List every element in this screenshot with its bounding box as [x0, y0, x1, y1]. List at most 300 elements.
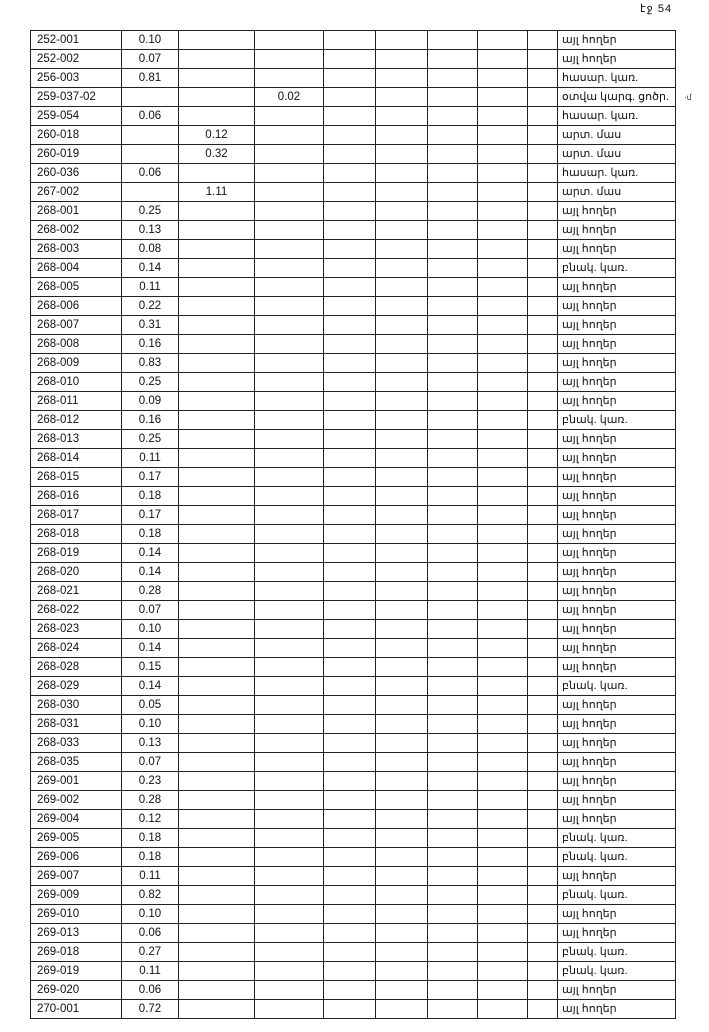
- empty-cell: [478, 943, 528, 962]
- area-col1-cell: 0.07: [122, 601, 179, 620]
- area-col3-cell: [255, 563, 324, 582]
- empty-cell: [324, 430, 376, 449]
- area-col2-cell: [179, 487, 255, 506]
- land-use-cell: այլ հողեր: [558, 525, 676, 544]
- area-col1-cell: 0.25: [122, 430, 179, 449]
- empty-cell: [324, 335, 376, 354]
- empty-cell: [428, 126, 478, 145]
- area-col1-cell: 0.18: [122, 487, 179, 506]
- table-row: [31, 164, 676, 183]
- land-use-cell: այլ հողեր: [558, 487, 676, 506]
- empty-cell: [324, 753, 376, 772]
- area-col3-cell: [255, 924, 324, 943]
- table-row: [31, 126, 676, 145]
- area-col1-cell: 0.81: [122, 69, 179, 88]
- empty-cell: [428, 88, 478, 107]
- area-col3-cell: [255, 829, 324, 848]
- empty-cell: [376, 658, 428, 677]
- empty-cell: [528, 506, 558, 525]
- area-col1-cell: 0.18: [122, 848, 179, 867]
- empty-cell: [324, 487, 376, 506]
- empty-cell: [478, 88, 528, 107]
- area-col1-cell: 0.17: [122, 506, 179, 525]
- empty-cell: [324, 506, 376, 525]
- empty-cell: [428, 1000, 478, 1019]
- empty-cell: [428, 240, 478, 259]
- empty-cell: [324, 126, 376, 145]
- table-row: [31, 981, 676, 1000]
- parcel-id-cell: 268-017: [31, 506, 122, 525]
- area-col3-cell: [255, 468, 324, 487]
- empty-cell: [528, 449, 558, 468]
- empty-cell: [528, 487, 558, 506]
- empty-cell: [528, 772, 558, 791]
- area-col2-cell: [179, 791, 255, 810]
- empty-cell: [376, 487, 428, 506]
- empty-cell: [478, 867, 528, 886]
- land-use-cell: բնակ. կառ.: [558, 829, 676, 848]
- land-use-cell: այլ հողեր: [558, 278, 676, 297]
- land-use-cell: բնակ. կառ.: [558, 848, 676, 867]
- area-col2-cell: [179, 677, 255, 696]
- empty-cell: [376, 848, 428, 867]
- table-row: [31, 259, 676, 278]
- empty-cell: [324, 981, 376, 1000]
- empty-cell: [528, 468, 558, 487]
- empty-cell: [376, 240, 428, 259]
- empty-cell: [428, 373, 478, 392]
- empty-cell: [478, 506, 528, 525]
- empty-cell: [376, 392, 428, 411]
- empty-cell: [376, 126, 428, 145]
- area-col2-cell: [179, 392, 255, 411]
- area-col1-cell: 0.25: [122, 202, 179, 221]
- area-col1-cell: 0.17: [122, 468, 179, 487]
- table-row: [31, 506, 676, 525]
- area-col2-cell: [179, 829, 255, 848]
- area-col1-cell: 0.22: [122, 297, 179, 316]
- area-col3-cell: [255, 107, 324, 126]
- area-col2-cell: [179, 69, 255, 88]
- empty-cell: [376, 601, 428, 620]
- land-use-cell: այլ հողեր: [558, 867, 676, 886]
- empty-cell: [324, 791, 376, 810]
- empty-cell: [528, 126, 558, 145]
- area-col3-cell: [255, 487, 324, 506]
- empty-cell: [478, 107, 528, 126]
- area-col2-cell: [179, 297, 255, 316]
- table-row: [31, 297, 676, 316]
- empty-cell: [324, 69, 376, 88]
- area-col3-cell: [255, 240, 324, 259]
- table-row: [31, 620, 676, 639]
- land-use-cell: այլ հողեր: [558, 772, 676, 791]
- parcel-id-cell: 268-008: [31, 335, 122, 354]
- area-col3-cell: [255, 544, 324, 563]
- empty-cell: [376, 582, 428, 601]
- parcel-id-cell: 269-007: [31, 867, 122, 886]
- empty-cell: [528, 715, 558, 734]
- land-use-cell: այլ հողեր: [558, 791, 676, 810]
- table-row: [31, 544, 676, 563]
- empty-cell: [478, 31, 528, 50]
- parcel-id-cell: 252-001: [31, 31, 122, 50]
- parcel-id-cell: 268-018: [31, 525, 122, 544]
- table-row: [31, 240, 676, 259]
- empty-cell: [324, 525, 376, 544]
- area-col1-cell: 0.07: [122, 753, 179, 772]
- area-col3-cell: [255, 392, 324, 411]
- area-col1-cell: 0.10: [122, 715, 179, 734]
- empty-cell: [528, 601, 558, 620]
- land-use-cell: այլ հողեր: [558, 202, 676, 221]
- empty-cell: [478, 487, 528, 506]
- land-use-cell: հասար. կառ.: [558, 164, 676, 183]
- area-col3-cell: [255, 50, 324, 69]
- parcel-id-cell: 268-004: [31, 259, 122, 278]
- empty-cell: [528, 354, 558, 373]
- land-use-cell: այլ հողեր: [558, 1000, 676, 1019]
- area-col1-cell: 0.11: [122, 867, 179, 886]
- area-col3-cell: [255, 202, 324, 221]
- empty-cell: [428, 544, 478, 563]
- empty-cell: [376, 715, 428, 734]
- empty-cell: [324, 867, 376, 886]
- land-use-cell: այլ հողեր: [558, 601, 676, 620]
- land-use-cell: այլ հողեր: [558, 753, 676, 772]
- parcel-id-cell: 268-007: [31, 316, 122, 335]
- parcel-id-cell: 269-018: [31, 943, 122, 962]
- empty-cell: [528, 278, 558, 297]
- land-use-cell: այլ հողեր: [558, 563, 676, 582]
- table-row: [31, 943, 676, 962]
- empty-cell: [478, 430, 528, 449]
- area-col1-cell: 0.14: [122, 544, 179, 563]
- area-col3-cell: [255, 297, 324, 316]
- empty-cell: [376, 411, 428, 430]
- land-use-cell: այլ հողեր: [558, 297, 676, 316]
- area-col3-cell: [255, 31, 324, 50]
- area-col1-cell: 0.13: [122, 734, 179, 753]
- empty-cell: [478, 582, 528, 601]
- empty-cell: [428, 430, 478, 449]
- area-col3-cell: [255, 449, 324, 468]
- empty-cell: [528, 677, 558, 696]
- area-col2-cell: [179, 563, 255, 582]
- empty-cell: [478, 981, 528, 1000]
- empty-cell: [324, 183, 376, 202]
- area-col2-cell: [179, 848, 255, 867]
- area-col1-cell: [122, 145, 179, 164]
- empty-cell: [428, 620, 478, 639]
- empty-cell: [324, 810, 376, 829]
- empty-cell: [324, 829, 376, 848]
- table-row: [31, 924, 676, 943]
- land-use-cell: օտվա կարգ. ցոծր.: [558, 88, 676, 107]
- empty-cell: [528, 544, 558, 563]
- area-col3-cell: [255, 886, 324, 905]
- land-use-cell: այլ հողեր: [558, 373, 676, 392]
- empty-cell: [528, 696, 558, 715]
- area-col3-cell: [255, 734, 324, 753]
- area-col3-cell: [255, 772, 324, 791]
- empty-cell: [528, 753, 558, 772]
- empty-cell: [428, 202, 478, 221]
- area-col3-cell: [255, 677, 324, 696]
- area-col2-cell: [179, 221, 255, 240]
- land-use-cell: այլ հողեր: [558, 316, 676, 335]
- empty-cell: [324, 202, 376, 221]
- table-row: [31, 753, 676, 772]
- area-col1-cell: 0.10: [122, 620, 179, 639]
- empty-cell: [428, 31, 478, 50]
- empty-cell: [376, 867, 428, 886]
- empty-cell: [478, 126, 528, 145]
- empty-cell: [324, 392, 376, 411]
- empty-cell: [376, 943, 428, 962]
- area-col3-cell: 0.02: [255, 88, 324, 107]
- land-use-cell: այլ հողեր: [558, 430, 676, 449]
- empty-cell: [478, 468, 528, 487]
- area-col3-cell: [255, 316, 324, 335]
- empty-cell: [324, 677, 376, 696]
- land-use-cell: այլ հողեր: [558, 449, 676, 468]
- empty-cell: [528, 563, 558, 582]
- empty-cell: [528, 810, 558, 829]
- area-col1-cell: 0.14: [122, 259, 179, 278]
- empty-cell: [528, 392, 558, 411]
- area-col3-cell: [255, 335, 324, 354]
- area-col3-cell: [255, 164, 324, 183]
- table-row: [31, 69, 676, 88]
- empty-cell: [528, 582, 558, 601]
- area-col3-cell: [255, 867, 324, 886]
- empty-cell: [428, 791, 478, 810]
- empty-cell: [324, 601, 376, 620]
- area-col2-cell: [179, 905, 255, 924]
- table-row: [31, 677, 676, 696]
- empty-cell: [428, 69, 478, 88]
- empty-cell: [428, 392, 478, 411]
- area-col3-cell: [255, 658, 324, 677]
- area-col2-cell: [179, 696, 255, 715]
- area-col1-cell: 0.06: [122, 107, 179, 126]
- empty-cell: [428, 715, 478, 734]
- parcel-id-cell: 269-004: [31, 810, 122, 829]
- empty-cell: [428, 278, 478, 297]
- area-col1-cell: [122, 126, 179, 145]
- table-row: [31, 867, 676, 886]
- area-col1-cell: 0.05: [122, 696, 179, 715]
- parcel-id-cell: 268-031: [31, 715, 122, 734]
- table-row: [31, 354, 676, 373]
- area-col2-cell: [179, 772, 255, 791]
- table-row: [31, 639, 676, 658]
- parcel-id-cell: 268-022: [31, 601, 122, 620]
- parcel-id-cell: 268-019: [31, 544, 122, 563]
- empty-cell: [376, 563, 428, 582]
- empty-cell: [428, 639, 478, 658]
- table-row: [31, 202, 676, 221]
- area-col2-cell: [179, 430, 255, 449]
- empty-cell: [528, 867, 558, 886]
- area-col2-cell: [179, 924, 255, 943]
- area-col2-cell: [179, 468, 255, 487]
- table-row: [31, 962, 676, 981]
- land-use-cell: այլ հողեր: [558, 335, 676, 354]
- empty-cell: [528, 1000, 558, 1019]
- empty-cell: [376, 373, 428, 392]
- empty-cell: [428, 525, 478, 544]
- land-use-cell: այլ հողեր: [558, 50, 676, 69]
- empty-cell: [478, 316, 528, 335]
- land-use-cell: այլ հողեր: [558, 620, 676, 639]
- table-row: [31, 278, 676, 297]
- table-row: [31, 392, 676, 411]
- land-use-cell: այլ հողեր: [558, 468, 676, 487]
- empty-cell: [428, 696, 478, 715]
- area-col3-cell: [255, 183, 324, 202]
- empty-cell: [324, 886, 376, 905]
- area-col3-cell: [255, 639, 324, 658]
- area-col2-cell: [179, 50, 255, 69]
- parcel-id-cell: 268-029: [31, 677, 122, 696]
- table-row: [31, 772, 676, 791]
- empty-cell: [528, 107, 558, 126]
- land-use-cell: այլ հողեր: [558, 810, 676, 829]
- empty-cell: [428, 734, 478, 753]
- empty-cell: [528, 639, 558, 658]
- empty-cell: [376, 88, 428, 107]
- empty-cell: [528, 430, 558, 449]
- parcel-id-cell: 269-019: [31, 962, 122, 981]
- table-row: [31, 829, 676, 848]
- table-row: [31, 430, 676, 449]
- empty-cell: [528, 69, 558, 88]
- area-col1-cell: 0.10: [122, 905, 179, 924]
- empty-cell: [528, 259, 558, 278]
- empty-cell: [478, 544, 528, 563]
- area-col2-cell: [179, 354, 255, 373]
- table-row: [31, 696, 676, 715]
- empty-cell: [324, 468, 376, 487]
- empty-cell: [528, 620, 558, 639]
- empty-cell: [478, 50, 528, 69]
- empty-cell: [324, 297, 376, 316]
- area-col2-cell: [179, 164, 255, 183]
- area-col1-cell: 0.08: [122, 240, 179, 259]
- table-row: [31, 601, 676, 620]
- empty-cell: [428, 145, 478, 164]
- area-col3-cell: [255, 278, 324, 297]
- empty-cell: [376, 69, 428, 88]
- empty-cell: [428, 943, 478, 962]
- empty-cell: [478, 715, 528, 734]
- empty-cell: [528, 791, 558, 810]
- table-row: [31, 582, 676, 601]
- empty-cell: [376, 259, 428, 278]
- empty-cell: [428, 829, 478, 848]
- empty-cell: [324, 50, 376, 69]
- land-use-cell: այլ հողեր: [558, 715, 676, 734]
- empty-cell: [478, 1000, 528, 1019]
- area-col1-cell: 0.72: [122, 1000, 179, 1019]
- empty-cell: [324, 544, 376, 563]
- empty-cell: [478, 202, 528, 221]
- empty-cell: [428, 905, 478, 924]
- empty-cell: [376, 886, 428, 905]
- empty-cell: [478, 373, 528, 392]
- empty-cell: [376, 810, 428, 829]
- parcel-id-cell: 268-011: [31, 392, 122, 411]
- area-col3-cell: [255, 696, 324, 715]
- empty-cell: [376, 506, 428, 525]
- empty-cell: [428, 354, 478, 373]
- area-col2-cell: [179, 525, 255, 544]
- empty-cell: [528, 734, 558, 753]
- empty-cell: [376, 620, 428, 639]
- table-row: [31, 88, 676, 107]
- area-col3-cell: [255, 848, 324, 867]
- empty-cell: [428, 183, 478, 202]
- empty-cell: [528, 829, 558, 848]
- area-col1-cell: 0.23: [122, 772, 179, 791]
- area-col2-cell: [179, 107, 255, 126]
- empty-cell: [376, 1000, 428, 1019]
- empty-cell: [324, 620, 376, 639]
- empty-cell: [376, 50, 428, 69]
- empty-cell: [428, 449, 478, 468]
- empty-cell: [324, 962, 376, 981]
- empty-cell: [324, 715, 376, 734]
- empty-cell: [428, 658, 478, 677]
- area-col1-cell: 0.25: [122, 373, 179, 392]
- empty-cell: [428, 848, 478, 867]
- empty-cell: [376, 335, 428, 354]
- empty-cell: [528, 202, 558, 221]
- empty-cell: [478, 278, 528, 297]
- empty-cell: [528, 411, 558, 430]
- empty-cell: [478, 183, 528, 202]
- area-col3-cell: [255, 810, 324, 829]
- empty-cell: [528, 962, 558, 981]
- land-use-cell: այլ հողեր: [558, 734, 676, 753]
- table-row: [31, 31, 676, 50]
- parcel-id-cell: 269-009: [31, 886, 122, 905]
- table-row: [31, 658, 676, 677]
- empty-cell: [428, 164, 478, 183]
- table-row: [31, 316, 676, 335]
- empty-cell: [528, 183, 558, 202]
- empty-cell: [376, 924, 428, 943]
- empty-cell: [376, 677, 428, 696]
- empty-cell: [324, 734, 376, 753]
- empty-cell: [478, 734, 528, 753]
- parcel-id-cell: 268-003: [31, 240, 122, 259]
- area-col2-cell: [179, 601, 255, 620]
- parcel-id-cell: 269-002: [31, 791, 122, 810]
- parcel-id-cell: 268-028: [31, 658, 122, 677]
- table-row: [31, 468, 676, 487]
- land-use-cell: արտ. մաս: [558, 126, 676, 145]
- empty-cell: [324, 221, 376, 240]
- area-col2-cell: [179, 278, 255, 297]
- empty-cell: [324, 354, 376, 373]
- land-use-cell: այլ հողեր: [558, 31, 676, 50]
- empty-cell: [376, 297, 428, 316]
- area-col2-cell: [179, 734, 255, 753]
- empty-cell: [324, 582, 376, 601]
